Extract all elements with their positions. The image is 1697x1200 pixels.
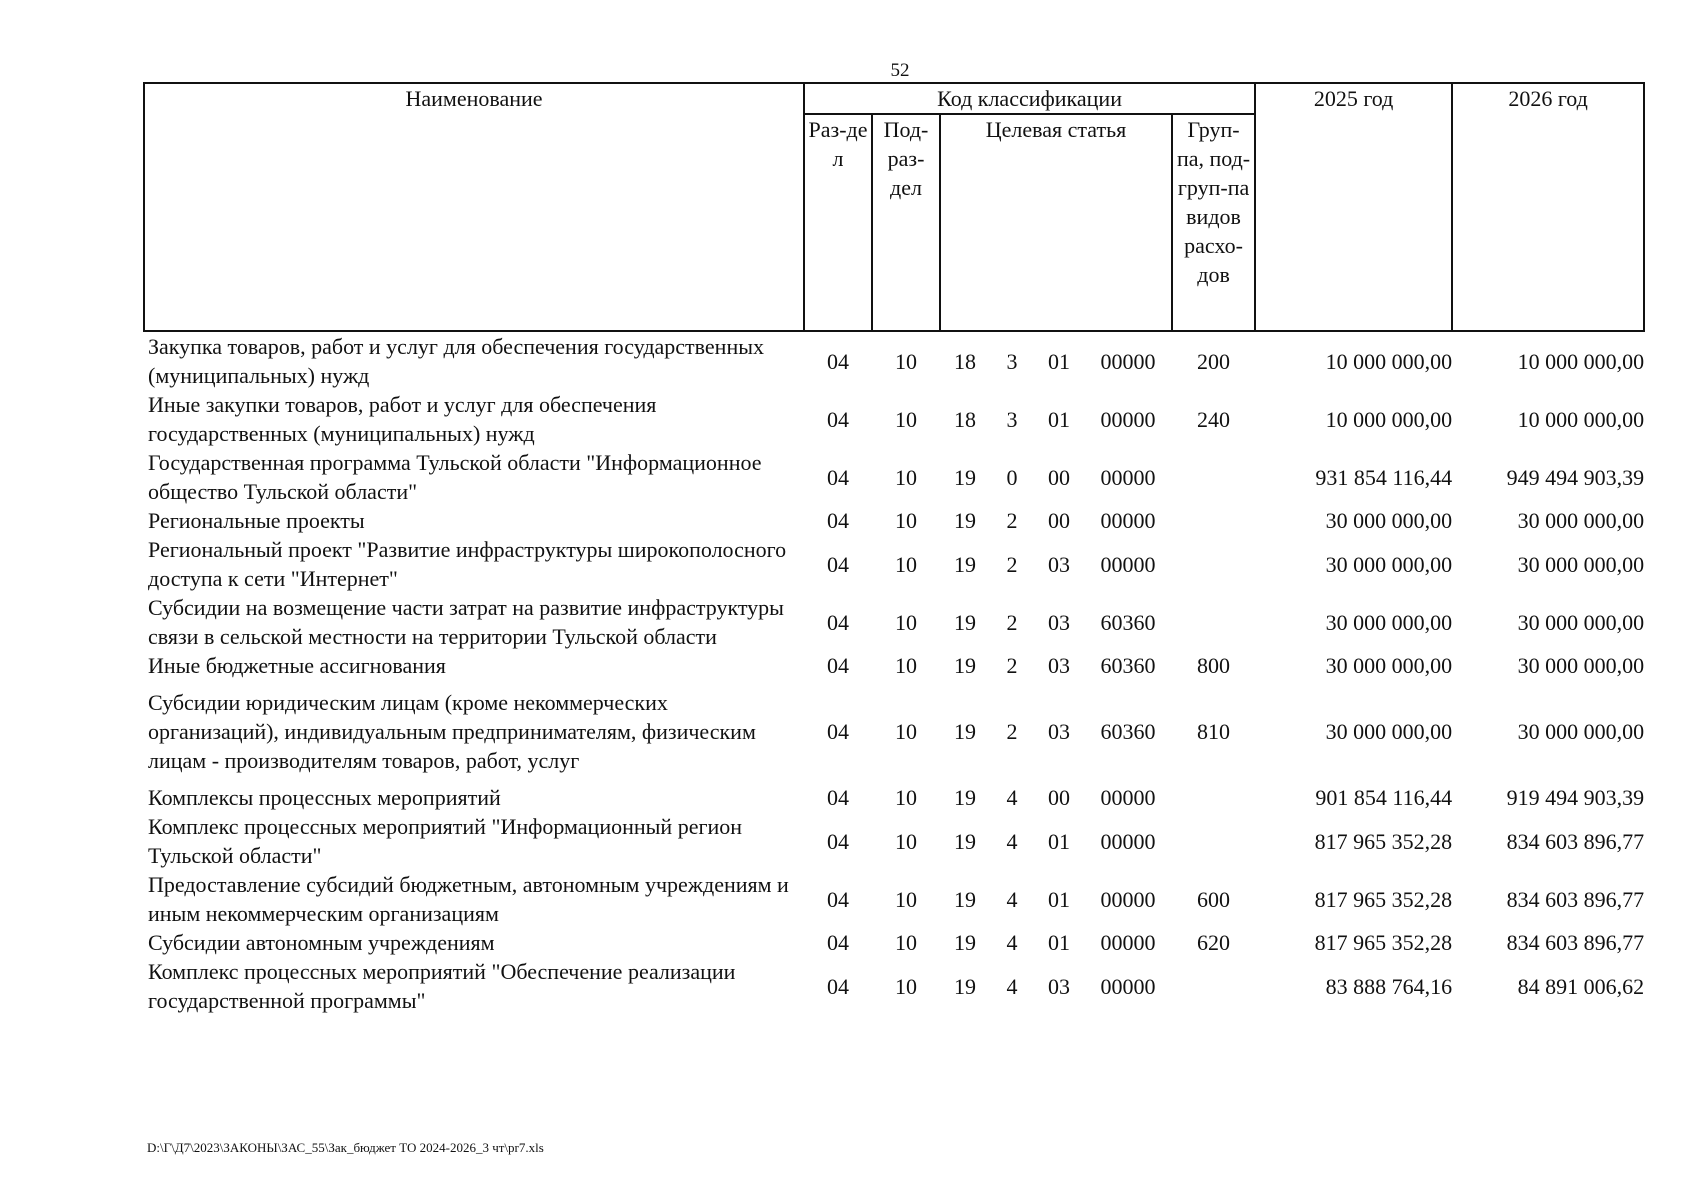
- row-vr: 600: [1197, 886, 1231, 912]
- row-cs-subprogram: 00: [1048, 508, 1070, 533]
- row-name: Субсидии юридическим лицам (кроме некоммерческих организаций), индивидуальным предпринимателям, физическим лицам - производителям товаров, работ, услуг: [148, 690, 756, 773]
- table-row: [144, 390, 1644, 448]
- row-cs-subprogram: 03: [1048, 551, 1070, 577]
- row-name: Предоставление субсидий бюджетным, автономным учреждениям и иным некоммерческим организациям: [148, 872, 789, 926]
- row-name: Государственная программа Тульской области "Информационное общество Тульской области": [148, 450, 762, 504]
- row-cs-type: 2: [1006, 653, 1018, 678]
- row-cs-type: 4: [1006, 930, 1018, 955]
- row-vr: [1172, 535, 1255, 593]
- row-podrazdel: 10: [895, 886, 917, 912]
- row-razdel: 04: [827, 886, 849, 912]
- row-amount-2026: 30 000 000,00: [1517, 551, 1645, 577]
- table-row: [144, 957, 1644, 1015]
- row-razdel: 04: [827, 508, 849, 533]
- row-cs-direction: 00000: [1100, 508, 1156, 533]
- table-header: [144, 83, 1644, 331]
- table-row: [144, 783, 1644, 812]
- row-cs-subprogram: 01: [1048, 930, 1070, 955]
- row-name: Региональный проект "Развитие инфраструктуры широкополосного доступа к сети "Интернет": [148, 537, 787, 591]
- row-podrazdel: 10: [895, 785, 917, 810]
- budget-table: [143, 82, 1645, 1015]
- table-row: [144, 593, 1644, 651]
- table-row: [144, 928, 1644, 957]
- row-cs-program: 19: [954, 508, 976, 533]
- header-razdel: [804, 114, 872, 331]
- header-year-2025: 2025 год: [1255, 83, 1452, 331]
- row-amount-2026: 30 000 000,00: [1517, 719, 1645, 744]
- table-row: [144, 535, 1644, 593]
- row-vr: 200: [1197, 348, 1231, 374]
- row-podrazdel: 10: [895, 609, 917, 635]
- table-row: [144, 506, 1644, 535]
- row-name: Комплекс процессных мероприятий "Обеспечение реализации государственной программы": [148, 959, 736, 1013]
- row-amount-2026: 949 494 903,39: [1506, 464, 1645, 490]
- row-razdel: 04: [827, 930, 849, 955]
- row-cs-program: 19: [954, 653, 976, 678]
- row-razdel: 04: [827, 973, 849, 999]
- row-amount-2026: 919 494 903,39: [1506, 785, 1645, 810]
- row-vr: [1172, 593, 1255, 651]
- row-amount-2025: 30 000 000,00: [1325, 551, 1453, 577]
- row-amount-2025: 30 000 000,00: [1325, 508, 1453, 533]
- table-row: [144, 812, 1644, 870]
- row-podrazdel: 10: [895, 464, 917, 490]
- header-gruppa-vidov-rashodov: [1172, 114, 1255, 331]
- row-amount-2026: 834 603 896,77: [1506, 930, 1645, 955]
- row-amount-2026: 30 000 000,00: [1517, 508, 1645, 533]
- row-cs-subprogram: 01: [1048, 348, 1070, 374]
- row-cs-subprogram: 00: [1048, 464, 1070, 490]
- row-cs-type: 2: [1006, 508, 1018, 533]
- row-vr: [1172, 957, 1255, 1015]
- row-cs-type: 3: [1006, 348, 1018, 374]
- row-podrazdel: 10: [895, 508, 917, 533]
- row-cs-type: 3: [1006, 406, 1018, 432]
- row-podrazdel: 10: [895, 406, 917, 432]
- row-cs-direction: 00000: [1100, 785, 1156, 810]
- row-cs-direction: 60360: [1100, 719, 1156, 744]
- row-vr: [1172, 506, 1255, 535]
- row-razdel: 04: [827, 719, 849, 744]
- header-podrazdel-text: Под-раз-дел: [883, 117, 929, 200]
- row-amount-2026: 30 000 000,00: [1517, 609, 1645, 635]
- row-cs-type: 0: [1006, 464, 1018, 490]
- row-cs-subprogram: 01: [1048, 828, 1070, 854]
- row-cs-program: 19: [954, 828, 976, 854]
- row-cs-direction: 00000: [1100, 406, 1156, 432]
- row-razdel: 04: [827, 348, 849, 374]
- row-cs-direction: 00000: [1100, 828, 1156, 854]
- header-year-2026: 2026 год: [1452, 83, 1644, 331]
- row-cs-program: 19: [954, 609, 976, 635]
- row-podrazdel: 10: [895, 551, 917, 577]
- table-body: [144, 331, 1644, 1015]
- row-amount-2025: 30 000 000,00: [1325, 609, 1453, 635]
- row-cs-type: 2: [1006, 551, 1018, 577]
- row-podrazdel: 10: [895, 653, 917, 678]
- row-amount-2026: 10 000 000,00: [1517, 406, 1645, 432]
- row-podrazdel: 10: [895, 719, 917, 744]
- table-row: [144, 448, 1644, 506]
- row-amount-2025: 931 854 116,44: [1315, 464, 1453, 490]
- budget-sheet: [143, 82, 1643, 1015]
- row-cs-type: 2: [1006, 609, 1018, 635]
- row-vr: [1172, 812, 1255, 870]
- header-celevaya-statya: Целевая статья: [940, 114, 1172, 331]
- row-razdel: 04: [827, 653, 849, 678]
- header-podrazdel: [872, 114, 940, 331]
- row-cs-direction: 60360: [1100, 653, 1156, 678]
- row-vr: [1172, 783, 1255, 812]
- row-name: Закупка товаров, работ и услуг для обеспечения государственных (муниципальных) нужд: [148, 334, 765, 388]
- row-cs-subprogram: 03: [1048, 973, 1070, 999]
- row-amount-2026: 30 000 000,00: [1517, 653, 1645, 678]
- row-cs-type: 4: [1006, 828, 1018, 854]
- row-name: Субсидии автономным учреждениям: [148, 930, 495, 955]
- page-number: 52: [890, 60, 910, 81]
- row-razdel: 04: [827, 551, 849, 577]
- footer-file-path: D:\Г\Д7\2023\ЗАКОНЫ\ЗАС_55\Зак_бюджет ТО 2024-2026_3 чт\pr7.xls: [147, 1140, 544, 1155]
- row-amount-2025: 10 000 000,00: [1325, 406, 1453, 432]
- row-name: Иные закупки товаров, работ и услуг для обеспечения государственных (муниципальных) нужд: [148, 392, 657, 446]
- row-vr: [1172, 448, 1255, 506]
- row-cs-direction: 00000: [1100, 973, 1156, 999]
- row-vr: 240: [1197, 406, 1231, 432]
- row-amount-2026: 834 603 896,77: [1506, 886, 1645, 912]
- row-name: Региональные проекты: [148, 508, 365, 533]
- header-razdel-text: Раз-дел: [808, 117, 868, 171]
- table-row: [144, 680, 1644, 783]
- row-amount-2026: 834 603 896,77: [1506, 828, 1645, 854]
- row-razdel: 04: [827, 406, 849, 432]
- header-name: Наименование: [144, 83, 804, 331]
- row-cs-program: 18: [954, 348, 976, 374]
- row-name: Субсидии на возмещение части затрат на развитие инфраструктуры связи в сельской местности на территории Тульской области: [148, 595, 784, 649]
- row-vr: 620: [1197, 930, 1231, 955]
- row-name: Комплексы процессных мероприятий: [148, 785, 501, 810]
- row-vr: 810: [1197, 719, 1231, 744]
- row-razdel: 04: [827, 828, 849, 854]
- row-amount-2025: 30 000 000,00: [1325, 719, 1453, 744]
- header-classification-code: Код классификации: [804, 83, 1255, 114]
- row-cs-type: 4: [1006, 973, 1018, 999]
- row-amount-2025: 817 965 352,28: [1314, 828, 1453, 854]
- row-cs-direction: 60360: [1100, 609, 1156, 635]
- row-podrazdel: 10: [895, 930, 917, 955]
- row-amount-2026: 84 891 006,62: [1517, 973, 1645, 999]
- row-cs-direction: 00000: [1100, 930, 1156, 955]
- row-razdel: 04: [827, 785, 849, 810]
- row-podrazdel: 10: [895, 828, 917, 854]
- row-razdel: 04: [827, 609, 849, 635]
- row-cs-program: 19: [954, 464, 976, 490]
- row-amount-2025: 817 965 352,28: [1314, 886, 1453, 912]
- row-amount-2025: 10 000 000,00: [1325, 348, 1453, 374]
- row-amount-2025: 901 854 116,44: [1315, 785, 1453, 810]
- row-cs-subprogram: 01: [1048, 406, 1070, 432]
- row-podrazdel: 10: [895, 348, 917, 374]
- header-gruppa-text: Груп-па, под-груп-па видов расхо-дов: [1176, 117, 1251, 287]
- row-cs-direction: 00000: [1100, 348, 1156, 374]
- row-cs-program: 19: [954, 551, 976, 577]
- row-name: Иные бюджетные ассигнования: [148, 653, 446, 678]
- row-podrazdel: 10: [895, 973, 917, 999]
- row-cs-program: 19: [954, 973, 976, 999]
- row-cs-program: 19: [954, 886, 976, 912]
- row-cs-subprogram: 01: [1048, 886, 1070, 912]
- row-cs-type: 4: [1006, 886, 1018, 912]
- row-cs-program: 19: [954, 930, 976, 955]
- row-cs-type: 2: [1006, 719, 1018, 744]
- table-row: [144, 651, 1644, 680]
- row-cs-subprogram: 00: [1048, 785, 1070, 810]
- row-amount-2025: 817 965 352,28: [1314, 930, 1453, 955]
- row-name: Комплекс процессных мероприятий "Информационный регион Тульской области": [148, 814, 743, 868]
- table-row: [144, 870, 1644, 928]
- row-cs-program: 19: [954, 785, 976, 810]
- row-cs-program: 19: [954, 719, 976, 744]
- row-amount-2026: 10 000 000,00: [1517, 348, 1645, 374]
- row-cs-program: 18: [954, 406, 976, 432]
- row-cs-subprogram: 03: [1048, 653, 1070, 678]
- row-cs-subprogram: 03: [1048, 719, 1070, 744]
- row-amount-2025: 83 888 764,16: [1325, 973, 1453, 999]
- table-row: [144, 331, 1644, 390]
- row-cs-direction: 00000: [1100, 464, 1156, 490]
- row-cs-direction: 00000: [1100, 886, 1156, 912]
- row-cs-subprogram: 03: [1048, 609, 1070, 635]
- row-amount-2025: 30 000 000,00: [1325, 653, 1453, 678]
- row-cs-direction: 00000: [1100, 551, 1156, 577]
- row-cs-type: 4: [1006, 785, 1018, 810]
- row-razdel: 04: [827, 464, 849, 490]
- row-vr: 800: [1197, 653, 1231, 678]
